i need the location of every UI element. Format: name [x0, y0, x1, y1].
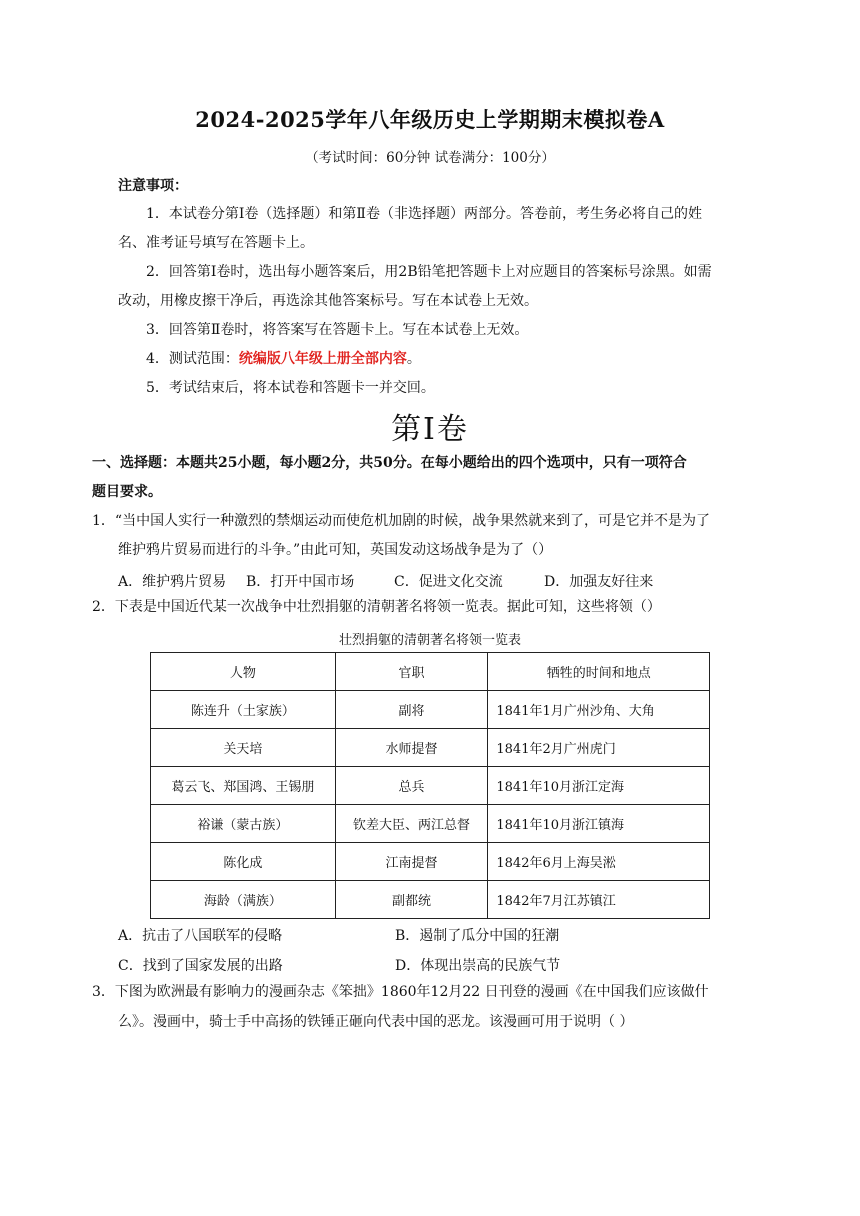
question-3-stem: 3．下图为欧洲最有影响力的漫画杂志《笨拙》1860年12月22 日刊登的漫画《在中国我们应该做什 [92, 984, 709, 1000]
notice-item-4 [146, 344, 421, 374]
question-1-option-c: C．促进文化交流 [394, 574, 503, 590]
exam-title: 2024-2025学年八年级历史上学期期末模拟卷A [195, 107, 665, 132]
table-cell: 陈化成 [151, 843, 336, 881]
table-cell: 1841年1月广州沙角、大角 [488, 691, 710, 729]
table-row [151, 691, 710, 729]
table-cell: 水师提督 [335, 729, 488, 767]
notice-item-4-label: 4．测试范围： [146, 351, 239, 367]
table-cell: 陈连升（土家族） [151, 691, 336, 729]
notice-item-2-cont: 改动，用橡皮擦干净后，再选涂其他答案标号。写在本试卷上无效。 [118, 293, 538, 309]
table-cell: 钦差大臣、两江总督 [335, 805, 488, 843]
table-cell: 裕谦（蒙古族） [151, 805, 336, 843]
question-2-option-b: B．遏制了瓜分中国的狂潮 [395, 928, 560, 944]
table-cell: 1841年10月浙江镇海 [488, 805, 710, 843]
notice-item-1: 1．本试卷分第Ⅰ卷（选择题）和第Ⅱ卷（非选择题）两部分。答卷前，考生务必将自己的姓 [146, 206, 702, 222]
table-cell: 海龄（满族） [151, 881, 336, 919]
table-cell: 1841年10月浙江定海 [488, 767, 710, 805]
table-cell: 葛云飞、郑国鸿、王锡朋 [151, 767, 336, 805]
question-1-option-d: D．加强友好往来 [544, 574, 654, 590]
section-instruction-cont: 题目要求。 [92, 484, 162, 500]
question-2-stem: 2．下表是中国近代某一次战争中壮烈捐躯的清朝著名将领一览表。据此可知，这些将领（） [92, 599, 661, 615]
section-instruction: 一、选择题：本题共25小题，每小题2分，共50分。在每小题给出的四个选项中，只有一项符合 [92, 455, 687, 471]
question-2-option-d: D．体现出崇高的民族气节 [395, 958, 561, 974]
table-cell: 关天培 [151, 729, 336, 767]
table-cell: 1842年6月上海吴淞 [488, 843, 710, 881]
table-header-cell: 人物 [151, 653, 336, 691]
table-header-cell: 牺牲的时间和地点 [488, 653, 710, 691]
question-2-option-a: A．抗击了八国联军的侵略 [118, 928, 283, 944]
table-header-cell: 官职 [335, 653, 488, 691]
question-2-option-c: C．找到了国家发展的出路 [118, 958, 283, 974]
table-row [151, 767, 710, 805]
section-title: 第Ⅰ卷 [391, 412, 469, 447]
notice-item-3: 3．回答第Ⅱ卷时，将答案写在答题卡上。写在本试卷上无效。 [146, 322, 529, 338]
generals-table [150, 652, 710, 919]
question-1-stem: 1．“当中国人实行一种激烈的禁烟运动而使危机加剧的时候，战争果然就来到了，可是它并不是为了 [92, 513, 711, 529]
test-scope-highlight: 统编版八年级上册全部内容 [238, 351, 407, 367]
table-cell: 总兵 [335, 767, 488, 805]
table-caption: 壮烈捐躯的清朝著名将领一览表 [338, 633, 521, 648]
exam-subtitle: （考试时间：60分钟 试卷满分：100分） [305, 150, 555, 166]
table-row [151, 881, 710, 919]
question-1-option-b: B．打开中国市场 [246, 574, 355, 590]
question-1-option-a: A．维护鸦片贸易 [118, 574, 227, 590]
table-row [151, 805, 710, 843]
question-1-stem-cont: 维护鸦片贸易而进行的斗争。”由此可知，英国发动这场战争是为了（） [118, 542, 553, 558]
notice-item-5: 5．考试结束后，将本试卷和答题卡一并交回。 [146, 380, 435, 396]
table-row [151, 729, 710, 767]
notice-item-4-end: 。 [406, 351, 421, 367]
table-header-row [151, 653, 710, 691]
notice-item-1-cont: 名、准考证号填写在答题卡上。 [118, 235, 314, 251]
question-3-stem-cont: 么》。漫画中，骑士手中高扬的铁锤正砸向代表中国的恶龙。该漫画可用于说明（ ） [118, 1014, 634, 1030]
table-cell: 副都统 [335, 881, 488, 919]
notice-heading: 注意事项： [118, 178, 188, 194]
table-cell: 1841年2月广州虎门 [488, 729, 710, 767]
table-cell: 1842年7月江苏镇江 [488, 881, 710, 919]
table-cell: 副将 [335, 691, 488, 729]
table-cell: 江南提督 [335, 843, 488, 881]
notice-item-2: 2．回答第Ⅰ卷时，选出每小题答案后，用2B铅笔把答题卡上对应题目的答案标号涂黑。如需 [146, 264, 712, 280]
table-row [151, 843, 710, 881]
